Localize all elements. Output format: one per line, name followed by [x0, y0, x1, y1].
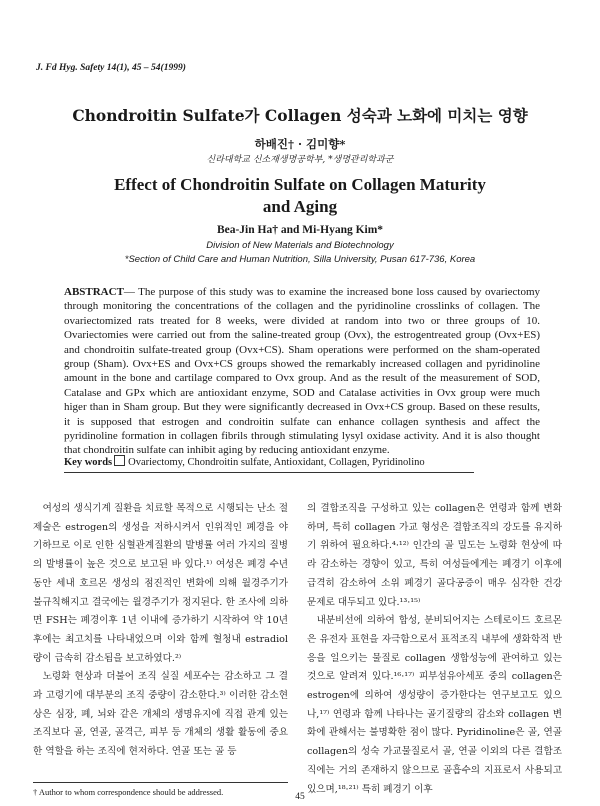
english-section: *Section of Child Care and Human Nutrition, Silla University, Pusan 617-736, Korea — [124, 254, 476, 265]
paragraph: 내분비선에 의하여 합성, 분비되어지는 스테로이드 호르몬은 유전자 표현을 자극함으로서 표적조직 내부에 생화학적 반응을 일으키는 물질로 collagen 생합성능에 관여하고 있는 것으로 알려져 있다.¹⁶·¹⁷⁾ 피부섬유아세포 중의 collagen은 estrogen에 의하여 생성량이 증가한다는 연구보고도 있으나,¹⁷⁾ 연령과 함께 나타나는 골기질량의 감소와 collagen 변화에 관해서는 불명확한 점이 많다. Pyridinoline은 골, 연골 collagen의 성숙 가교물질로서 골, 연골 이외의 다른 결합조직에는 거의 존재하지 않으므로 골흡수의 지표로서 사용되고 있으며,¹⁸·²¹⁾ 특히 폐경기 이후 — [307, 615, 562, 795]
page-number: 45 — [295, 792, 305, 802]
abstract-text: — The purpose of this study was to examine the increased bone loss caused by ovariectomy through monitoring the concentrations of the collagen and the pyridinoline crosslinks of collagen. The ovariectomized rats treated for 8 weeks, were divided at random into two or three groups of 10. Ovariectomies were carried out from the saline-treated group (Ovx), the estrogentreated group (Ovx+ES) and chondroitin sulfate-treated group (Ovx+CS). Sham operations were performed on the sham-operated group (Sham). Ovx+ES and Ovx+CS groups showed the remarkably increased collagen and pyridinoline amount in the bone and cartilage compared to Ovx group. And as the result of the measurement of SOD, Catalase and GPx which are antioxidant enzyme, SOD and Catalase activities in Ovx group were much higer than in Sham group. But they were significantly decreased in Ovx+CS group. Based on these results, it is supposed that estrogen and condroitin sulfate can enhance collagen synthesis and affect the pyridinoline formation in collagen fibrils through stimulating lysyl oxidase activity. And it is also thought that chondroitin sulfate can inhibit aging by reducing antioxidant enzyme. — [64, 286, 540, 457]
keywords — [64, 455, 474, 473]
english-authors: Bea-Jin Ha† and Mi-Hyang Kim* — [216, 224, 384, 236]
body-right-column — [307, 500, 562, 799]
paragraph: 노령화 현상과 더불어 조직 실질 세포수는 감소하고 그 결과 고령기에 대부분의 조직 중량이 감소한다.³⁾ 이러한 감소현상은 심장, 폐, 뇌와 같은 개체의 생명유지에 직접 관계 있는 조직보다 골, 연골, 골격근, 피부 등 개체의 생활 활동에 중요한 역할을 하는 조직에 현저하다. 연골 또는 골 등 — [33, 671, 288, 758]
paragraph: 의 결합조직을 구성하고 있는 collagen은 연령과 함께 변화하며, 특히 collagen 가교 형성은 결합조직의 강도를 유지하기 위하여 필요하다.⁴·¹²⁾ 인간의 골 밀도는 노령화 현상에 따라 감소하는 경향이 있고, 특히 여성들에게는 폐경기 이후에 급격히 감소하여 소위 폐경기 골다공증이 매우 심각한 건강 문제로 대두되고 있다.¹³·¹⁵⁾ — [307, 503, 562, 608]
checkbox-icon — [114, 455, 125, 466]
body-left-column — [33, 500, 288, 762]
abstract — [64, 285, 540, 458]
english-title-line2: and Aging — [262, 197, 338, 216]
keywords-label: Key words — [64, 457, 113, 468]
korean-affiliation: 신라대학교 신소재생명공학부, *생명관리학과군 — [206, 155, 394, 165]
footnote-divider — [33, 782, 288, 783]
english-division: Division of New Materials and Biotechnology — [206, 240, 394, 251]
paragraph: 여성의 생식기계 질환을 치료할 목적으로 시행되는 난소 절제술은 estrogen의 생성을 저하시켜서 인위적인 폐경을 야기하므로 이로 인한 심혈관계질환의 발병률 여러 가지의 질병의 발병률이 높은 것으로 보고된 바 있다.¹⁾ 여성은 폐경 수년동안 세내 호르몬 생성의 점진적인 변화에 의해 월경주기가 불규칙해지고 결국에는 월경주기가 정지된다. 한 조사에 의하면 FSH는 폐경이후 1년 이내에 증가하기 시작하여 약 10년 후에는 최고치를 나타내었으며 이와 함께 혈청내 estradiol량이 급속히 감소됨을 보고하였다.²⁾ — [33, 503, 288, 664]
english-title — [0, 174, 600, 218]
abstract-label: ABSTRACT — [64, 286, 124, 298]
journal-citation: J. Fd Hyg. Safety 14(1), 45 – 54(1999) — [36, 63, 186, 73]
footnote: † Author to whom correspondence should be addressed. — [33, 787, 224, 797]
english-title-line1: Effect of Chondroitin Sulfate on Collagen Maturity — [114, 175, 486, 194]
korean-title: Chondroitin Sulfate가 Collagen 성숙과 노화에 미치는 영향 — [72, 106, 528, 125]
korean-authors: 하배진† · 김미향* — [254, 137, 346, 151]
keywords-text: Ovariectomy, Chondroitin sulfate, Antioxidant, Collagen, Pyridinolino — [128, 457, 425, 468]
